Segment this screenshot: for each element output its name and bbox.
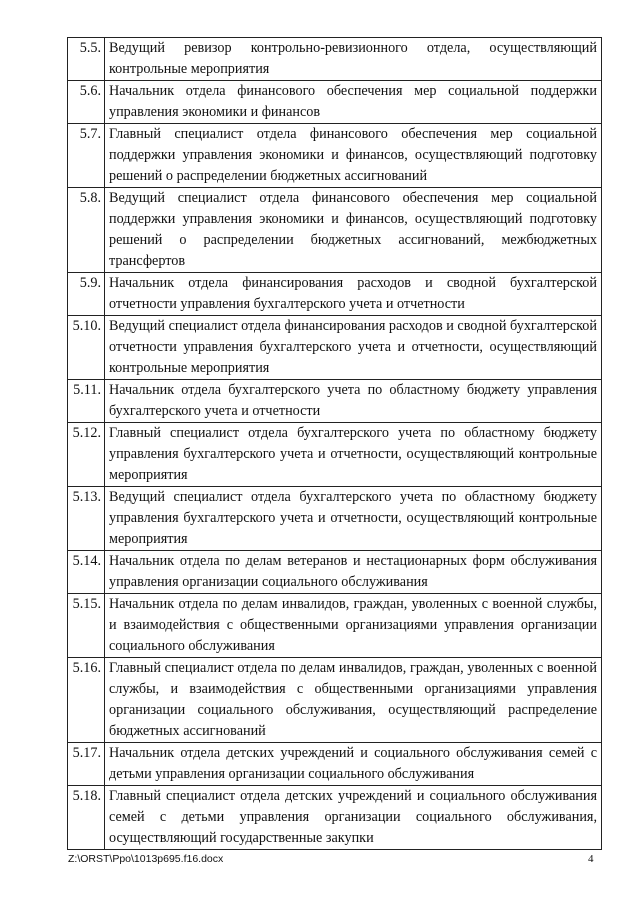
- row-text: Главный специалист отдела детских учреждений и социального обслуживания семей с детьми управления организации социального обслуживания, осуществляющий государственные закупки: [105, 786, 602, 850]
- position-list: [67, 37, 601, 850]
- row-number: 5.15.: [68, 594, 105, 658]
- row-text: Ведущий специалист отдела финансового обеспечения мер социальной поддержки управления экономики и финансов, осуществляющий подготовку решений о распределении бюджетных ассигнований, межбюджетных трансфертов: [105, 188, 602, 273]
- row-number: 5.7.: [68, 124, 105, 188]
- table-row: [68, 594, 602, 658]
- row-text: Начальник отдела финансового обеспечения мер социальной поддержки управления экономики и финансов: [105, 81, 602, 124]
- row-text: Начальник отдела по делам ветеранов и нестационарных форм обслуживания управления организации социального обслуживания: [105, 551, 602, 594]
- table-row: [68, 188, 602, 273]
- row-number: 5.14.: [68, 551, 105, 594]
- row-text: Главный специалист отдела по делам инвалидов, граждан, уволенных с военной службы, и взаимодействия с общественными организациями управления организации социального обслуживания, осуществляющий распределение бюджетных ассигнований: [105, 658, 602, 743]
- table-row: [68, 423, 602, 487]
- row-number: 5.11.: [68, 380, 105, 423]
- table-row: [68, 81, 602, 124]
- row-number: 5.9.: [68, 273, 105, 316]
- table-row: [68, 380, 602, 423]
- row-number: 5.8.: [68, 188, 105, 273]
- table-row: [68, 316, 602, 380]
- row-number: 5.18.: [68, 786, 105, 850]
- table-row: [68, 743, 602, 786]
- row-number: 5.17.: [68, 743, 105, 786]
- row-text: Ведущий специалист отдела финансирования расходов и сводной бухгалтерской отчетности управления бухгалтерского учета и отчетности, осуществляющий контрольные мероприятия: [105, 316, 602, 380]
- row-text: Начальник отдела бухгалтерского учета по областному бюджету управления бухгалтерского учета и отчетности: [105, 380, 602, 423]
- table-row: [68, 124, 602, 188]
- table-row: [68, 273, 602, 316]
- document-file-path: Z:\ORST\Ppo\1013p695.f16.docx: [68, 853, 224, 865]
- positions-table: [67, 37, 602, 850]
- table-row: [68, 551, 602, 594]
- row-number: 5.5.: [68, 38, 105, 81]
- row-number: 5.13.: [68, 487, 105, 551]
- row-number: 5.12.: [68, 423, 105, 487]
- row-text: Ведущий специалист отдела бухгалтерского учета по областному бюджету управления бухгалтерского учета и отчетности, осуществляющий контрольные мероприятия: [105, 487, 602, 551]
- row-text: Начальник отдела по делам инвалидов, граждан, уволенных с военной службы, и взаимодействия с общественными организациями управления организации социального обслуживания: [105, 594, 602, 658]
- table-row: [68, 658, 602, 743]
- table-row: [68, 38, 602, 81]
- table-row: [68, 786, 602, 850]
- row-text: Начальник отдела финансирования расходов и сводной бухгалтерской отчетности управления бухгалтерского учета и отчетности: [105, 273, 602, 316]
- row-number: 5.6.: [68, 81, 105, 124]
- row-text: Начальник отдела детских учреждений и социального обслуживания семей с детьми управления организации социального обслуживания: [105, 743, 602, 786]
- row-number: 5.10.: [68, 316, 105, 380]
- table-row: [68, 487, 602, 551]
- row-number: 5.16.: [68, 658, 105, 743]
- row-text: Главный специалист отдела бухгалтерского учета по областному бюджету управления бухгалтерского учета и отчетности, осуществляющий контрольные мероприятия: [105, 423, 602, 487]
- page-number: 4: [588, 853, 594, 865]
- row-text: Главный специалист отдела финансового обеспечения мер социальной поддержки управления экономики и финансов, осуществляющий подготовку решений о распределении бюджетных ассигнований: [105, 124, 602, 188]
- row-text: Ведущий ревизор контрольно-ревизионного отдела, осуществляющий контрольные мероприятия: [105, 38, 602, 81]
